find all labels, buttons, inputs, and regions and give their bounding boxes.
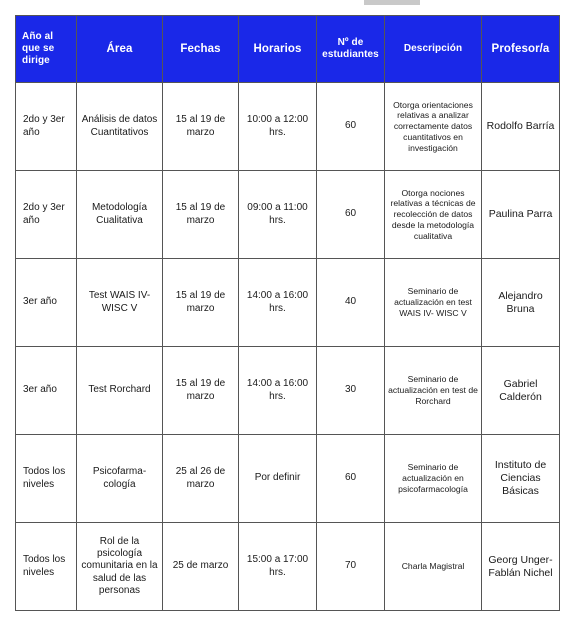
cell-year: 2do y 3er año <box>16 171 77 259</box>
cell-description: Otorga orientaciones relativas a analizar correctamente datos cuantitativos en investigación <box>385 83 482 171</box>
header-professor: Profesor/a <box>482 16 560 83</box>
cell-students: 60 <box>317 435 385 523</box>
cell-description: Seminario de actualización en test WAIS IV- WISC V <box>385 259 482 347</box>
cell-year: Todos los niveles <box>16 435 77 523</box>
table-header-row <box>16 16 560 83</box>
cell-students: 30 <box>317 347 385 435</box>
header-time: Horarios <box>239 16 317 83</box>
cell-professor: Alejandro Bruna <box>482 259 560 347</box>
course-schedule-table <box>15 15 560 611</box>
cell-dates: 25 al 26 de marzo <box>163 435 239 523</box>
cell-description: Otorga nociones relativas a técnicas de recolección de datos desde la metodología cualitativa <box>385 171 482 259</box>
cell-time: 14:00 a 16:00 hrs. <box>239 259 317 347</box>
cell-time: 15:00 a 17:00 hrs. <box>239 523 317 611</box>
cell-year: 2do y 3er año <box>16 83 77 171</box>
cell-professor: Instituto de Ciencias Básicas <box>482 435 560 523</box>
cell-area: Metodología Cualitativa <box>77 171 163 259</box>
cell-dates: 25 de marzo <box>163 523 239 611</box>
cell-professor: Georg Unger- Fablán Nichel <box>482 523 560 611</box>
cell-area: Rol de la psicología comunitaria en la salud de las personas <box>77 523 163 611</box>
cell-professor: Rodolfo Barría <box>482 83 560 171</box>
cell-time: 09:00 a 11:00 hrs. <box>239 171 317 259</box>
header-year: Año al que se dirige <box>16 16 77 83</box>
cell-year: 3er año <box>16 347 77 435</box>
cell-dates: 15 al 19 de marzo <box>163 171 239 259</box>
table-row <box>16 347 560 435</box>
cell-time: 14:00 a 16:00 hrs. <box>239 347 317 435</box>
cell-students: 40 <box>317 259 385 347</box>
header-dates: Fechas <box>163 16 239 83</box>
cell-area: Psicofarma- cología <box>77 435 163 523</box>
cell-time: 10:00 a 12:00 hrs. <box>239 83 317 171</box>
cell-year: 3er año <box>16 259 77 347</box>
cell-professor: Paulina Parra <box>482 171 560 259</box>
cell-dates: 15 al 19 de marzo <box>163 347 239 435</box>
cell-description: Charla Magistral <box>385 523 482 611</box>
cell-area: Análisis de datos Cuantitativos <box>77 83 163 171</box>
cell-area: Test Rorchard <box>77 347 163 435</box>
cell-description: Seminario de actualización en psicofarmacología <box>385 435 482 523</box>
table-row <box>16 435 560 523</box>
table-row <box>16 83 560 171</box>
table-row <box>16 523 560 611</box>
header-description: Descripción <box>385 16 482 83</box>
header-area: Área <box>77 16 163 83</box>
cell-area: Test WAIS IV- WISC V <box>77 259 163 347</box>
cell-time: Por definir <box>239 435 317 523</box>
cell-description: Seminario de actualización en test de Rorchard <box>385 347 482 435</box>
cell-year: Todos los niveles <box>16 523 77 611</box>
cell-professor: Gabriel Calderón <box>482 347 560 435</box>
cell-dates: 15 al 19 de marzo <box>163 259 239 347</box>
cell-students: 60 <box>317 83 385 171</box>
cell-dates: 15 al 19 de marzo <box>163 83 239 171</box>
cell-students: 70 <box>317 523 385 611</box>
table-row <box>16 171 560 259</box>
header-students: Nº de estudiantes <box>317 16 385 83</box>
top-tab-decoration <box>364 0 420 5</box>
cell-students: 60 <box>317 171 385 259</box>
table-row <box>16 259 560 347</box>
